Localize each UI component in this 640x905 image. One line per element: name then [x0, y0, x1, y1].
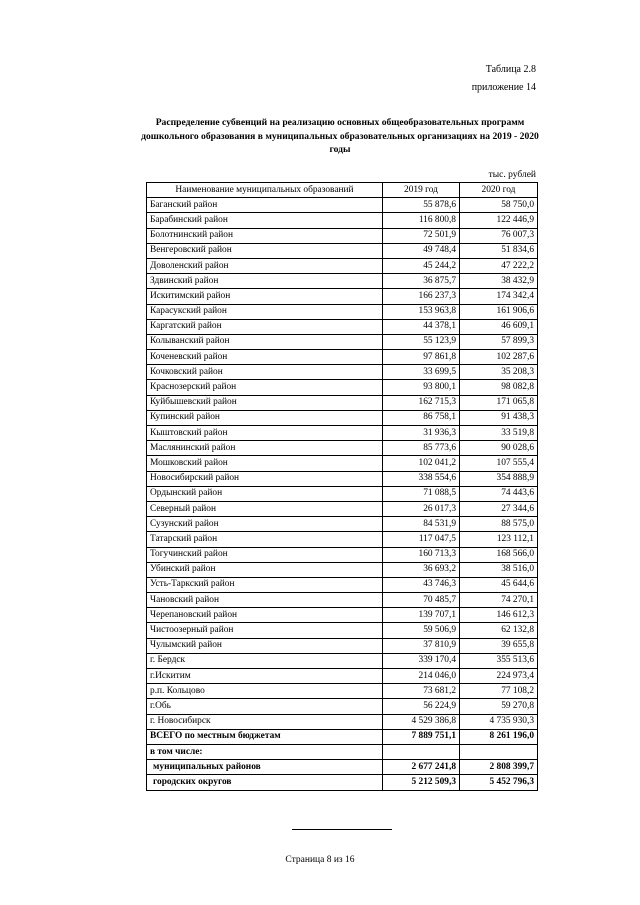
row-2020-cell: 91 438,3 — [460, 410, 538, 425]
table-row — [147, 228, 538, 243]
table-row — [147, 653, 538, 668]
row-name-cell: г. Бердск — [147, 653, 383, 668]
row-2020-cell: 161 906,6 — [460, 304, 538, 319]
row-2020-cell: 355 513,6 — [460, 653, 538, 668]
table-row — [147, 441, 538, 456]
row-name-cell: Венгеровский район — [147, 243, 383, 258]
row-name-cell: Коченевский район — [147, 350, 383, 365]
row-2019-cell: 43 746,3 — [383, 577, 460, 592]
row-2019-cell: 160 713,3 — [383, 547, 460, 562]
row-2020-cell: 62 132,8 — [460, 623, 538, 638]
table-row — [147, 213, 538, 228]
row-2019-cell: 93 800,1 — [383, 380, 460, 395]
row-2019-cell: 72 501,9 — [383, 228, 460, 243]
row-2019-cell: 166 237,3 — [383, 289, 460, 304]
row-2019-cell: 214 046,0 — [383, 669, 460, 684]
row-2019-cell: 4 529 386,8 — [383, 714, 460, 729]
table-row — [147, 699, 538, 714]
table-row — [147, 577, 538, 592]
row-2019-cell: 7 889 751,1 — [383, 729, 460, 744]
row-2019-cell: 85 773,6 — [383, 441, 460, 456]
row-2019-cell: 55 878,6 — [383, 198, 460, 213]
row-name-cell: муниципальных районов — [147, 760, 383, 775]
empty-cell — [460, 744, 538, 759]
table-header-row — [147, 183, 538, 198]
table-row — [147, 501, 538, 516]
row-2020-cell: 5 452 796,3 — [460, 775, 538, 790]
row-name-cell: г.Искитим — [147, 669, 383, 684]
row-name-cell: Черепановский район — [147, 608, 383, 623]
table-row — [147, 471, 538, 486]
page-number: Страница 8 из 16 — [285, 855, 355, 865]
row-2019-cell: 71 088,5 — [383, 486, 460, 501]
row-name-cell: Барабинский район — [147, 213, 383, 228]
subtotal-row — [147, 760, 538, 775]
table-row — [147, 365, 538, 380]
appendix-label: приложение 14 — [471, 82, 536, 93]
row-name-cell: Кочковский район — [147, 365, 383, 380]
row-2020-cell: 39 655,8 — [460, 638, 538, 653]
table-number: Таблица 2.8 — [485, 64, 536, 75]
row-name-cell: Куйбышевский район — [147, 395, 383, 410]
table-row — [147, 532, 538, 547]
row-name-cell: Чулымский район — [147, 638, 383, 653]
row-2020-cell: 33 519,8 — [460, 426, 538, 441]
row-name-cell: Краснозерский район — [147, 380, 383, 395]
row-2020-cell: 76 007,3 — [460, 228, 538, 243]
table-row — [147, 623, 538, 638]
table-body — [147, 198, 538, 790]
row-2020-cell: 57 899,3 — [460, 334, 538, 349]
row-2020-cell: 47 222,2 — [460, 258, 538, 273]
row-2020-cell: 51 834,6 — [460, 243, 538, 258]
row-2019-cell: 55 123,9 — [383, 334, 460, 349]
row-2019-cell: 2 677 241,8 — [383, 760, 460, 775]
row-2020-cell: 8 261 196,0 — [460, 729, 538, 744]
table-row — [147, 380, 538, 395]
row-2019-cell: 56 224,9 — [383, 699, 460, 714]
row-name-cell: Мошковский район — [147, 456, 383, 471]
row-name-cell: Новосибирский район — [147, 471, 383, 486]
table-row — [147, 669, 538, 684]
row-2019-cell: 338 554,6 — [383, 471, 460, 486]
table-row — [147, 289, 538, 304]
row-2019-cell: 36 875,7 — [383, 274, 460, 289]
row-2020-cell: 77 108,2 — [460, 684, 538, 699]
table-row — [147, 593, 538, 608]
row-2019-cell: 5 212 509,3 — [383, 775, 460, 790]
row-2020-cell: 38 516,0 — [460, 562, 538, 577]
including-label: в том числе: — [147, 744, 383, 759]
row-name-cell: Каргатский район — [147, 319, 383, 334]
row-2020-cell: 38 432,9 — [460, 274, 538, 289]
row-2020-cell: 4 735 930,3 — [460, 714, 538, 729]
row-name-cell: Колыванский район — [147, 334, 383, 349]
row-2020-cell: 224 973,4 — [460, 669, 538, 684]
row-2019-cell: 97 861,8 — [383, 350, 460, 365]
row-2019-cell: 49 748,4 — [383, 243, 460, 258]
document-title: Распределение субвенций на реализацию основных общеобразовательных программ дошкольного образования в муниципальных образовательных организациях на 2019 - 2020 годы — [141, 117, 539, 155]
row-2020-cell: 88 575,0 — [460, 517, 538, 532]
table-row — [147, 274, 538, 289]
row-name-cell: Купинский район — [147, 410, 383, 425]
column-header-2019: 2019 год — [383, 183, 460, 198]
table-row — [147, 350, 538, 365]
table-row — [147, 198, 538, 213]
row-name-cell: Болотнинский район — [147, 228, 383, 243]
table-row — [147, 608, 538, 623]
row-name-cell: Усть-Таркский район — [147, 577, 383, 592]
row-name-cell: Карасукский район — [147, 304, 383, 319]
row-2019-cell: 84 531,9 — [383, 517, 460, 532]
row-name-cell: р.п. Кольцово — [147, 684, 383, 699]
row-2019-cell: 59 506,9 — [383, 623, 460, 638]
row-2019-cell: 117 047,5 — [383, 532, 460, 547]
row-2019-cell: 102 041,2 — [383, 456, 460, 471]
row-2020-cell: 98 082,8 — [460, 380, 538, 395]
row-2019-cell: 162 715,3 — [383, 395, 460, 410]
row-2019-cell: 44 378,1 — [383, 319, 460, 334]
row-2020-cell: 35 208,3 — [460, 365, 538, 380]
row-name-cell: г.Обь — [147, 699, 383, 714]
table-row — [147, 638, 538, 653]
row-name-cell: Чановский район — [147, 593, 383, 608]
row-name-cell: Ордынский район — [147, 486, 383, 501]
row-2019-cell: 31 936,3 — [383, 426, 460, 441]
table-row — [147, 562, 538, 577]
row-name-cell: г. Новосибирск — [147, 714, 383, 729]
column-header-2020: 2020 год — [460, 183, 538, 198]
row-2020-cell: 168 566,0 — [460, 547, 538, 562]
row-2019-cell: 116 800,8 — [383, 213, 460, 228]
empty-cell — [383, 744, 460, 759]
row-2019-cell: 73 681,2 — [383, 684, 460, 699]
row-2020-cell: 45 644,6 — [460, 577, 538, 592]
row-2020-cell: 27 344,6 — [460, 501, 538, 516]
row-2019-cell: 339 170,4 — [383, 653, 460, 668]
row-2019-cell: 139 707,1 — [383, 608, 460, 623]
row-name-cell: Татарский район — [147, 532, 383, 547]
table-row — [147, 410, 538, 425]
row-2020-cell: 58 750,0 — [460, 198, 538, 213]
row-name-cell: Здвинский район — [147, 274, 383, 289]
row-2019-cell: 33 699,5 — [383, 365, 460, 380]
row-name-cell: городских округов — [147, 775, 383, 790]
row-2020-cell: 123 112,1 — [460, 532, 538, 547]
row-name-cell: Доволенский район — [147, 258, 383, 273]
row-name-cell: Северный район — [147, 501, 383, 516]
row-2020-cell: 354 888,9 — [460, 471, 538, 486]
row-2020-cell: 2 808 399,7 — [460, 760, 538, 775]
table-row — [147, 304, 538, 319]
row-2020-cell: 74 443,6 — [460, 486, 538, 501]
row-name-cell: Кыштовский район — [147, 426, 383, 441]
table-row — [147, 243, 538, 258]
row-name-cell: Убинский район — [147, 562, 383, 577]
subsidy-table — [146, 182, 538, 791]
row-2019-cell: 26 017,3 — [383, 501, 460, 516]
row-2019-cell: 37 810,9 — [383, 638, 460, 653]
row-2020-cell: 74 270,1 — [460, 593, 538, 608]
including-row — [147, 744, 538, 759]
table-row — [147, 486, 538, 501]
table-row — [147, 456, 538, 471]
row-2020-cell: 174 342,4 — [460, 289, 538, 304]
table-row — [147, 517, 538, 532]
row-2019-cell: 36 693,2 — [383, 562, 460, 577]
row-2020-cell: 107 555,4 — [460, 456, 538, 471]
row-2020-cell: 46 609,1 — [460, 319, 538, 334]
row-2020-cell: 59 270,8 — [460, 699, 538, 714]
row-name-cell: Искитимский район — [147, 289, 383, 304]
table-row — [147, 258, 538, 273]
row-name-cell: Чистоозерный район — [147, 623, 383, 638]
table-row — [147, 319, 538, 334]
units-label: тыс. рублей — [488, 170, 536, 180]
footer-divider — [292, 829, 392, 830]
row-2020-cell: 90 028,6 — [460, 441, 538, 456]
row-2019-cell: 153 963,8 — [383, 304, 460, 319]
table-row — [147, 395, 538, 410]
row-name-cell: Баганский район — [147, 198, 383, 213]
row-2020-cell: 122 446,9 — [460, 213, 538, 228]
table-row — [147, 684, 538, 699]
table-row — [147, 714, 538, 729]
row-2020-cell: 102 287,6 — [460, 350, 538, 365]
row-name-cell: Сузунский район — [147, 517, 383, 532]
table-row — [147, 426, 538, 441]
table-row — [147, 334, 538, 349]
row-2019-cell: 70 485,7 — [383, 593, 460, 608]
row-name-cell: ВСЕГО по местным бюджетам — [147, 729, 383, 744]
column-header-name: Наименование муниципальных образований — [147, 183, 383, 198]
row-2019-cell: 45 244,2 — [383, 258, 460, 273]
total-row — [147, 729, 538, 744]
row-2020-cell: 146 612,3 — [460, 608, 538, 623]
row-2020-cell: 171 065,8 — [460, 395, 538, 410]
row-2019-cell: 86 758,1 — [383, 410, 460, 425]
row-name-cell: Тогучинский район — [147, 547, 383, 562]
table-row — [147, 547, 538, 562]
subtotal-row — [147, 775, 538, 790]
row-name-cell: Маслянинский район — [147, 441, 383, 456]
